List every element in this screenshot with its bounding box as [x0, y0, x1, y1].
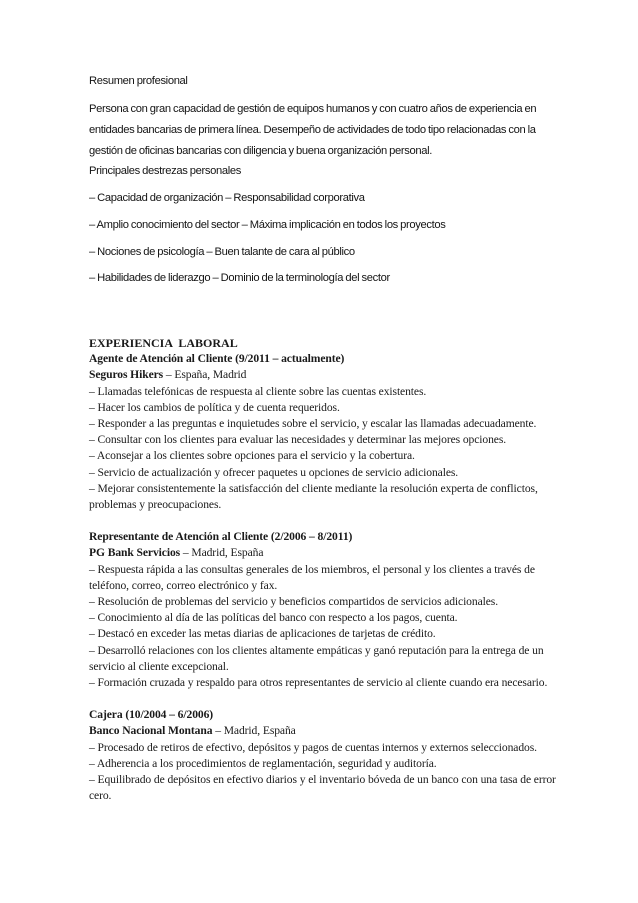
- duty-item: – Equilibrado de depósitos en efectivo diarios y el inventario bóveda de un banco con una tasa de error cero.: [89, 773, 556, 803]
- company-line: [89, 723, 559, 739]
- duty-item: – Llamadas telefónicas de respuesta al cliente sobre las cuentas existentes.: [89, 384, 427, 398]
- company-name: PG Bank Servicios: [89, 546, 181, 560]
- duty-item: – Hacer los cambios de política y de cuenta requeridos.: [89, 400, 340, 414]
- skill-item: – Nociones de psicología – Buen talante de cara al público: [89, 246, 355, 258]
- company-location: – Madrid, España: [212, 724, 296, 738]
- company-line: [89, 545, 559, 561]
- experience-section: [89, 335, 559, 804]
- duty-item: – Responder a las preguntas e inquietudes sobre el servicio, y escalar las llamadas adecuadamente.: [89, 417, 537, 431]
- job-title: Representante de Atención al Cliente (2/2006 – 8/2011): [89, 530, 353, 544]
- company-location: – España, Madrid: [163, 368, 247, 382]
- company-line: [89, 367, 559, 383]
- company-location: – Madrid, España: [180, 546, 264, 560]
- duty-item: – Formación cruzada y respaldo para otros representantes de servicio al cliente cuando era necesario.: [89, 676, 548, 690]
- duty-item: – Respuesta rápida a las consultas generales de los miembros, el personal y los clientes a través de teléfono, correo, correo electrónico y fax.: [89, 562, 535, 592]
- job-title: Cajera (10/2004 – 6/2006): [89, 708, 214, 722]
- duty-item: – Aconsejar a los clientes sobre opciones para el servicio y la cobertura.: [89, 449, 415, 463]
- duty-item: – Desarrolló relaciones con los clientes altamente empáticas y ganó reputación para la entrega de un servicio al cliente excepcional.: [89, 643, 544, 673]
- skill-item: – Amplio conocimiento del sector – Máxima implicación en todos los proyectos: [89, 219, 446, 231]
- duty-item: – Consultar con los clientes para evaluar las necesidades y determinar las mejores opciones.: [89, 433, 507, 447]
- job-title: Agente de Atención al Cliente (9/2011 – actualmente): [89, 352, 345, 366]
- job-entry: [89, 351, 559, 513]
- duty-item: – Servicio de actualización y ofrecer paquetes u opciones de servicio adicionales.: [89, 465, 459, 479]
- duty-item: – Conocimiento al día de las políticas del banco con respecto a los pagos, cuenta.: [89, 611, 458, 625]
- company-name: Seguros Hikers: [89, 368, 164, 382]
- skill-item: – Capacidad de organización – Responsabilidad corporativa: [89, 192, 365, 204]
- summary-title: Resumen profesional: [89, 75, 188, 87]
- duty-item: – Destacó en exceder las metas diarias de aplicaciones de tarjetas de crédito.: [89, 627, 436, 641]
- skills-title: Principales destrezas personales: [89, 165, 241, 177]
- duty-item: – Resolución de problemas del servicio y beneficios compartidos de servicios adicionales.: [89, 595, 499, 609]
- duty-item: – Mejorar consistentemente la satisfacción del cliente mediante la resolución experta de conflictos, problemas y preocupaciones.: [89, 481, 538, 512]
- duty-item: – Procesado de retiros de efectivo, depósitos y pagos de cuentas internos y externos seleccionados.: [89, 740, 537, 754]
- summary-body: Persona con gran capacidad de gestión de equipos humanos y con cuatro años de experiencia en entidades bancarias de primera línea. Desempeño de actividades de todo tipo relacionadas con la gestión de oficinas bancarias con diligencia y buena organización personal.: [89, 103, 537, 157]
- duty-item: – Adherencia a los procedimientos de reglamentación, seguridad y auditoría.: [89, 756, 437, 770]
- experience-heading: EXPERIENCIA LABORAL: [89, 336, 238, 350]
- company-name: Banco Nacional Montana: [89, 724, 213, 738]
- skill-item: – Habilidades de liderazgo – Dominio de la terminología del sector: [89, 272, 390, 284]
- job-entry: [89, 529, 559, 691]
- job-entry: [89, 707, 559, 804]
